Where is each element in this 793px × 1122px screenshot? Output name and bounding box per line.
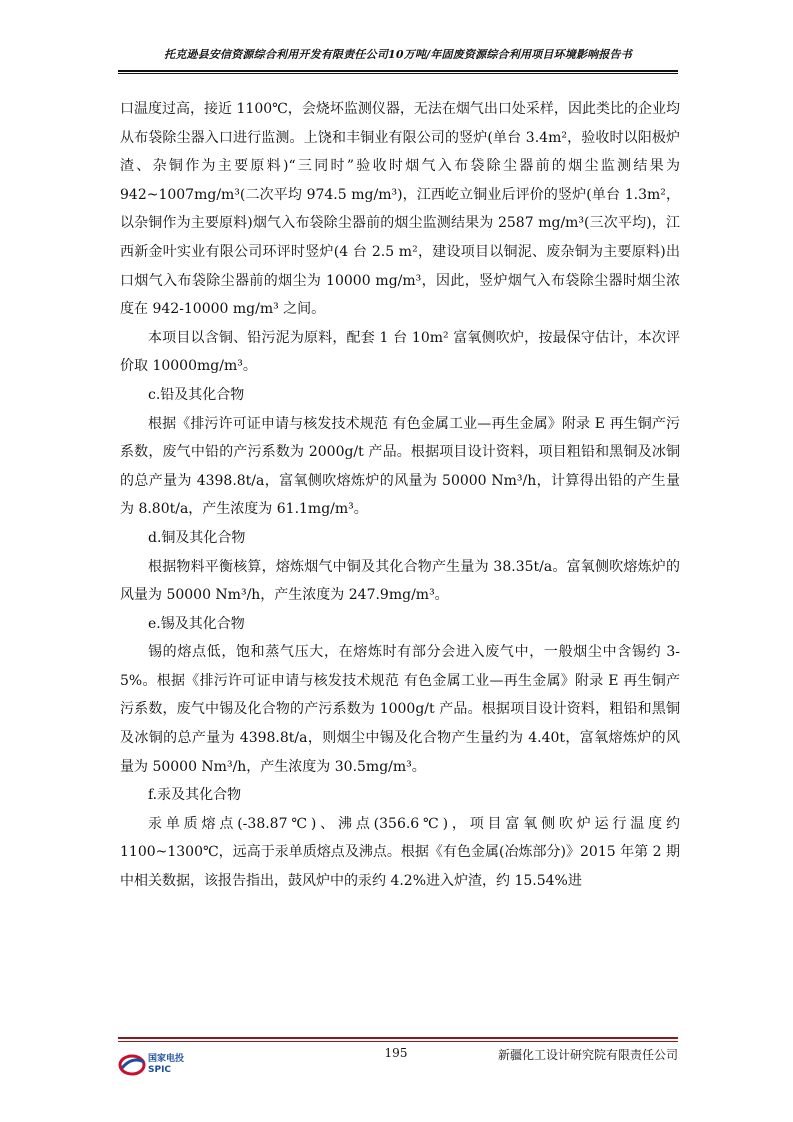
logo-name-cn: 国家电投 <box>148 1054 185 1064</box>
body-text <box>120 95 680 896</box>
spic-logo <box>118 1052 198 1080</box>
spic-logo-icon <box>118 1052 146 1078</box>
header-rule <box>118 70 678 72</box>
header-rule-thin <box>118 73 678 74</box>
company-name: 新疆化工设计研究院有限责任公司 <box>497 1048 678 1062</box>
section-heading: c.铅及其化合物 <box>148 386 245 403</box>
logo-text <box>148 1054 184 1076</box>
paragraph: 根据物料平衡核算，熔炼烟气中铜及其化合物产生量为 38.35t/a。富氧侧吹熔炼炉的风量为 50000 Nm³/h，产生浓度为 247.9mg/m³。 <box>120 558 680 604</box>
section-heading: f.汞及其化合物 <box>148 787 242 804</box>
paragraph: 根据《排污许可证申请与核发技术规范 有色金属工业—再生金属》附录 E 再生铜产污系数，废气中铅的产污系数为 2000g/t 产品。根据项目设计资料，项目粗铅和黑铜及冰铜的总产量为 4398.8t/a，富氧侧吹熔炼炉的风量为 50000 Nm³/h，计算得出铅的产生量为 8.80t/a，产生浓度为 61.1mg/m³。 <box>120 415 680 518</box>
footer-rule-thin <box>118 1041 678 1042</box>
footer-rule <box>118 1037 678 1039</box>
paragraph: 口温度过高，接近 1100℃，会烧坏监测仪器，无法在烟气出口处采样，因此类比的企业均从布袋除尘器入口进行监测。上饶和丰铜业有限公司的竖炉(单台 3.4m²，验收时以阳极炉渣、杂铜作为主要原料)“三同时”验收时烟气入布袋除尘器前的烟尘监测结果为 942~1007mg/m³(二次平均 974.5 mg/m³)，江西屹立铜业后评价的竖炉(单台 1.3m²，以杂铜作为主要原料)烟气入布袋除尘器前的烟尘监测结果为 2587 mg/m³(三次平均)，江西新金叶实业有限公司环评时竖炉(4 台 2.5 m²，建设项目以铜泥、废杂铜为主要原料)出口烟气入布袋除尘器前的烟尘为 10000 mg/m³，因此，竖炉烟气入布袋除尘器时烟尘浓度在 942-10000 mg/m³ 之间。 <box>120 101 680 318</box>
page-number: 195 <box>384 1046 408 1060</box>
paragraph: 本项目以含铜、铅污泥为原料，配套 1 台 10m² 富氧侧吹炉，按最保守估计，本次评价取 10000mg/m³。 <box>120 329 680 375</box>
document-header: 托克逊县安信资源综合利用开发有限责任公司10万吨/年固废资源综合利用项目环境影响报告书 <box>164 48 632 61</box>
paragraph: 锡的熔点低，饱和蒸气压大，在熔炼时有部分会进入废气中，一般烟尘中含锡约 3-5%。根据《排污许可证申请与核发技术规范 有色金属工业—再生金属》附录 E 再生铜产污系数，废气中锡及化合物的产污系数为 1000g/t 产品。根据项目设计资料，粗铅和黑铜及冰铜的总产量为 4398.8t/a，则烟尘中锡及化合物产生量约为 4.40t，富氧熔炼炉的风量为 50000 Nm³/h，产生浓度为 30.5mg/m³。 <box>120 644 680 775</box>
section-heading: d.铜及其化合物 <box>148 529 246 546</box>
section-heading: e.锡及其化合物 <box>148 615 245 632</box>
paragraph: 汞单质熔点(-38.87℃)、沸点(356.6℃)，项目富氧侧吹炉运行温度约 1100~1300℃，远高于汞单质熔点及沸点。根据《有色金属(冶炼部分)》2015 年第 2 期中相关数据，该报告指出，鼓风炉中的汞约 4.2%进入炉渣，约 15.54%进 <box>120 815 680 890</box>
logo-name-en: SPIC <box>148 1065 172 1075</box>
